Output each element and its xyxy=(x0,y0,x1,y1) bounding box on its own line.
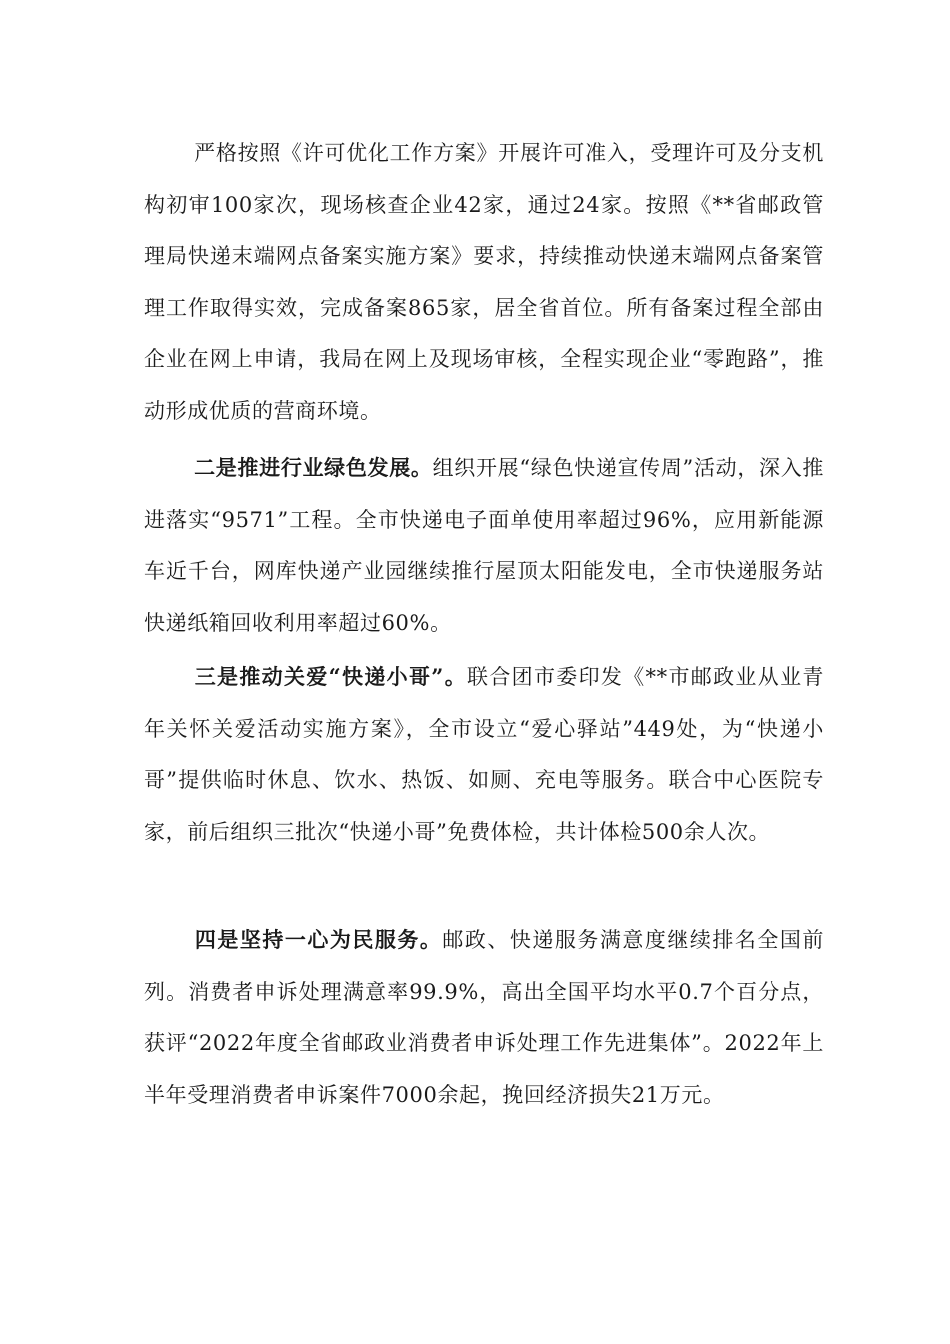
paragraph-permit-approval xyxy=(144,128,824,437)
paragraph-body: 严格按照《许可优化工作方案》开展许可准入，受理许可及分支机构初审100家次，现场核查企业42家，通过24家。按照《**省邮政管理局快递末端网点备案实施方案》要求，持续推动快递末端网点备案管理工作取得实效，完成备案865家，居全省首位。所有备案过程全部由企业在网上申请，我局在网上及现场审核，全程实现企业“零跑路”，推动形成优质的营商环境。 xyxy=(144,141,824,423)
paragraph-courier-care xyxy=(144,651,824,858)
paragraph-lead-heading: 三是推动关爱“快递小哥”。 xyxy=(194,664,468,689)
paragraph-body: 组织开展“绿色快递宣传周”活动，深入推进落实“9571”工程。全市快递电子面单使用率超过96%，应用新能源车近千台，网库快递产业园继续推行屋顶太阳能发电，全市快递服务站快递纸箱回收利用率超过60%。 xyxy=(144,456,824,635)
paragraph-lead-heading: 四是坚持一心为民服务。 xyxy=(194,927,443,952)
paragraph-lead-heading: 二是推进行业绿色发展。 xyxy=(194,455,433,480)
paragraph-public-service xyxy=(144,914,824,1121)
paragraph-body: 联合团市委印发《**市邮政业从业青年关怀关爱活动实施方案》，全市设立“爱心驿站”449处，为“快递小哥”提供临时休息、饮水、热饭、如厕、充电等服务。联合中心医院专家，前后组织三批次“快递小哥”免费体检，共计体检500余人次。 xyxy=(144,665,824,844)
paragraph-body: 邮政、快递服务满意度继续排名全国前列。消费者申诉处理满意率99.9%，高出全国平均水平0.7个百分点，获评“2022年度全省邮政业消费者申诉处理工作先进集体”。2022年上半年受理消费者申诉案件7000余起，挽回经济损失21万元。 xyxy=(144,928,824,1107)
paragraph-green-development xyxy=(144,442,824,649)
